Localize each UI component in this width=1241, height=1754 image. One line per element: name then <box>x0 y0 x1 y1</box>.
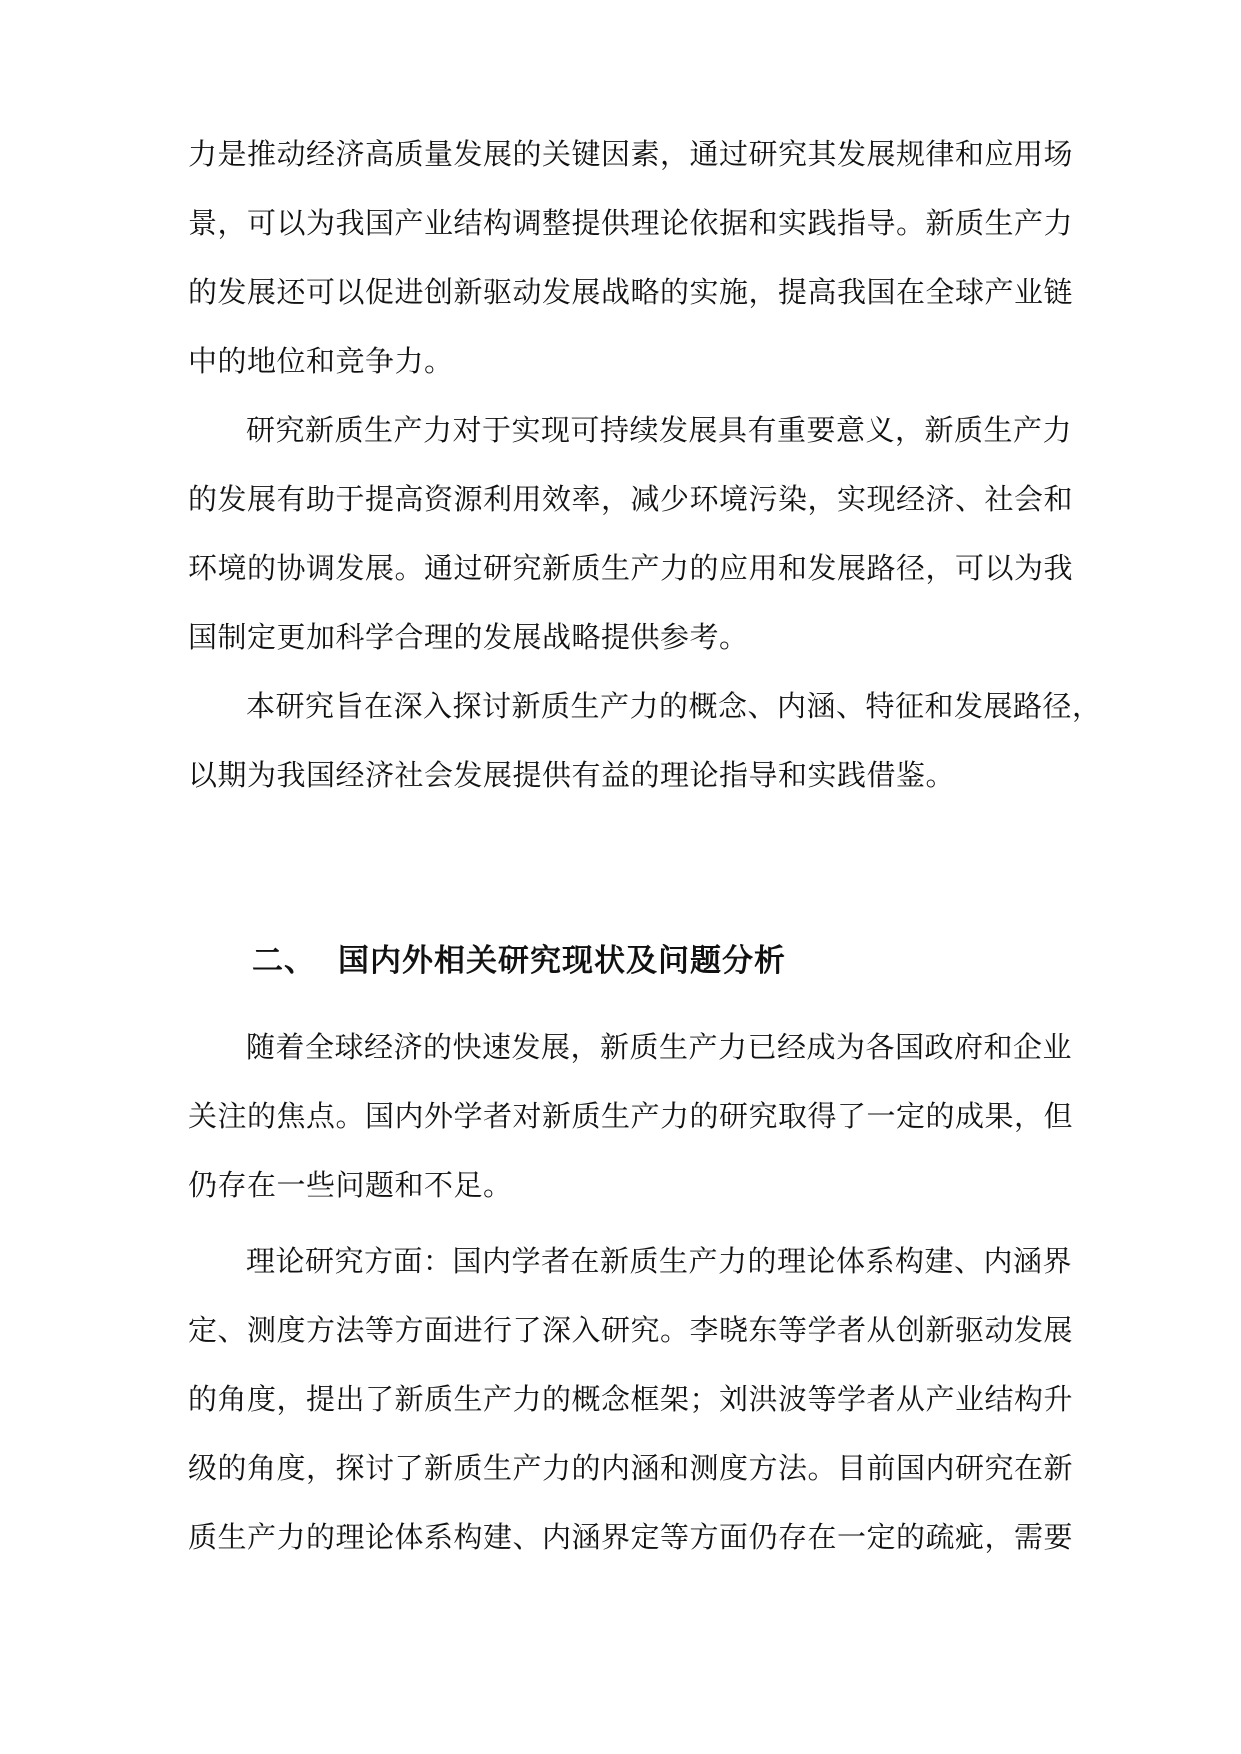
section-paragraph-2-line-4: 级的角度，探讨了新质生产力的内涵和测度方法。目前国内研究在新 <box>188 1451 1074 1485</box>
paragraph-1-line-2: 景，可以为我国产业结构调整提供理论依据和实践指导。新质生产力 <box>188 206 1074 240</box>
paragraph-2-line-2: 的发展有助于提高资源利用效率，减少环境污染，实现经济、社会和 <box>188 482 1074 516</box>
paragraph-2-line-4: 国制定更加科学合理的发展战略提供参考。 <box>188 620 749 654</box>
section-paragraph-1-line-1: 随着全球经济的快速发展，新质生产力已经成为各国政府和企业 <box>246 1030 1073 1064</box>
section-paragraph-1-line-2: 关注的焦点。国内外学者对新质生产力的研究取得了一定的成果，但 <box>188 1099 1074 1133</box>
paragraph-2-line-3: 环境的协调发展。通过研究新质生产力的应用和发展路径，可以为我 <box>188 551 1074 585</box>
section-paragraph-2-line-3: 的角度，提出了新质生产力的概念框架；刘洪波等学者从产业结构升 <box>188 1382 1074 1416</box>
section-paragraph-1-line-3: 仍存在一些问题和不足。 <box>188 1168 513 1202</box>
paragraph-3-line-2: 以期为我国经济社会发展提供有益的理论指导和实践借鉴。 <box>188 758 956 792</box>
paragraph-1-line-1: 力是推动经济高质量发展的关键因素，通过研究其发展规律和应用场 <box>188 137 1074 171</box>
section-paragraph-2-line-2: 定、测度方法等方面进行了深入研究。李晓东等学者从创新驱动发展 <box>188 1313 1074 1347</box>
paragraph-3-line-1: 本研究旨在深入探讨新质生产力的概念、内涵、特征和发展路径， <box>246 689 1102 723</box>
section-heading-title: 国内外相关研究现状及问题分析 <box>338 943 786 979</box>
paragraph-2-line-1: 研究新质生产力对于实现可持续发展具有重要意义，新质生产力 <box>246 413 1073 447</box>
paragraph-1-line-3: 的发展还可以促进创新驱动发展战略的实施，提高我国在全球产业链 <box>188 275 1074 309</box>
paragraph-1-line-4: 中的地位和竞争力。 <box>188 344 454 378</box>
section-paragraph-2-line-5: 质生产力的理论体系构建、内涵界定等方面仍存在一定的疏疵，需要 <box>188 1520 1074 1554</box>
section-paragraph-2-line-1: 理论研究方面：国内学者在新质生产力的理论体系构建、内涵界 <box>246 1244 1073 1278</box>
section-heading-number: 二、 <box>252 943 316 979</box>
section-heading <box>252 938 786 984</box>
